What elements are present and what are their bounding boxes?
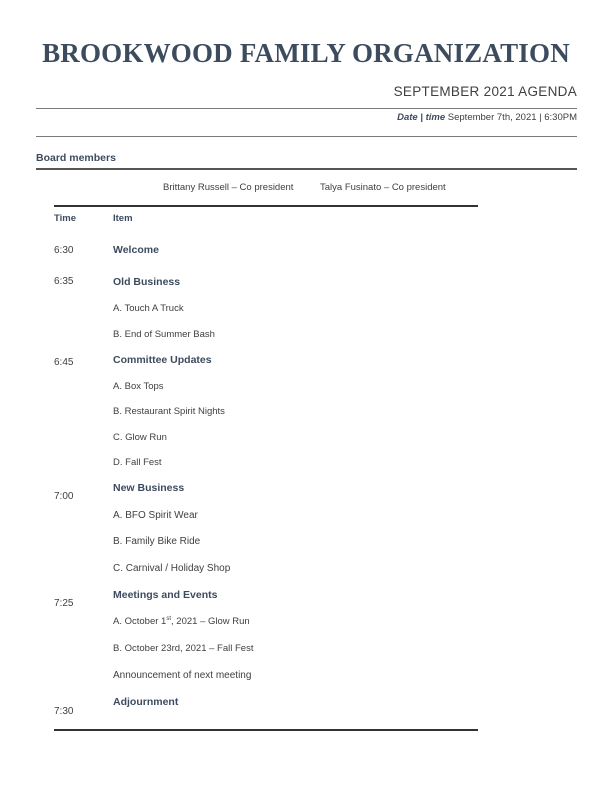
time-slot: 7:25 [54, 598, 74, 609]
list-item: A. Touch A Truck [113, 303, 184, 314]
board-member-1: Brittany Russell – Co president [163, 182, 294, 193]
list-item: A. Box Tops [113, 381, 164, 392]
board-members-rule [36, 168, 577, 170]
section-meetings-and-events: Meetings and Events [113, 589, 218, 601]
section-new-business: New Business [113, 482, 185, 494]
meeting-a-superscript: st [166, 616, 172, 622]
section-adjournment: Adjournment [113, 696, 179, 708]
column-header-time: Time [54, 213, 77, 224]
header-rule-bottom [36, 136, 577, 137]
time-slot: 6:45 [54, 357, 74, 368]
list-item: D. Fall Fest [113, 457, 162, 468]
document-title: BROOKWOOD FAMILY ORGANIZATION [42, 38, 570, 68]
list-item: B. October 23rd, 2021 – Fall Fest [113, 643, 254, 654]
meeting-a-prefix: A. October 1 [113, 616, 167, 628]
date-time-line [397, 112, 577, 123]
agenda-subtitle: SEPTEMBER 2021 AGENDA [393, 84, 577, 99]
section-welcome: Welcome [113, 244, 159, 256]
time-slot: 7:00 [54, 491, 74, 502]
agenda-table-bottom-border [54, 729, 478, 731]
time-slot: 6:30 [54, 245, 74, 256]
board-member-2: Talya Fusinato – Co president [320, 182, 446, 193]
date-time-label: Date | time [397, 112, 446, 123]
board-members-heading: Board members [36, 152, 116, 164]
time-slot: 7:30 [54, 706, 74, 717]
list-item: B. Restaurant Spirit Nights [113, 406, 225, 417]
list-item [113, 616, 250, 627]
section-old-business: Old Business [113, 276, 181, 288]
list-item: C. Glow Run [113, 432, 167, 443]
announcement-item: Announcement of next meeting [113, 670, 252, 681]
list-item: C. Carnival / Holiday Shop [113, 563, 231, 574]
list-item: B. Family Bike Ride [113, 536, 201, 547]
meeting-a-suffix: , 2021 – Glow Run [171, 616, 250, 628]
column-header-item: Item [113, 213, 133, 224]
header-rule-top [36, 108, 577, 109]
date-time-value: September 7th, 2021 | 6:30PM [447, 112, 577, 123]
section-committee-updates: Committee Updates [113, 354, 212, 366]
list-item: B. End of Summer Bash [113, 329, 215, 340]
agenda-table-top-border [54, 205, 478, 207]
list-item: A. BFO Spirit Wear [113, 510, 198, 521]
time-slot: 6:35 [54, 276, 74, 287]
